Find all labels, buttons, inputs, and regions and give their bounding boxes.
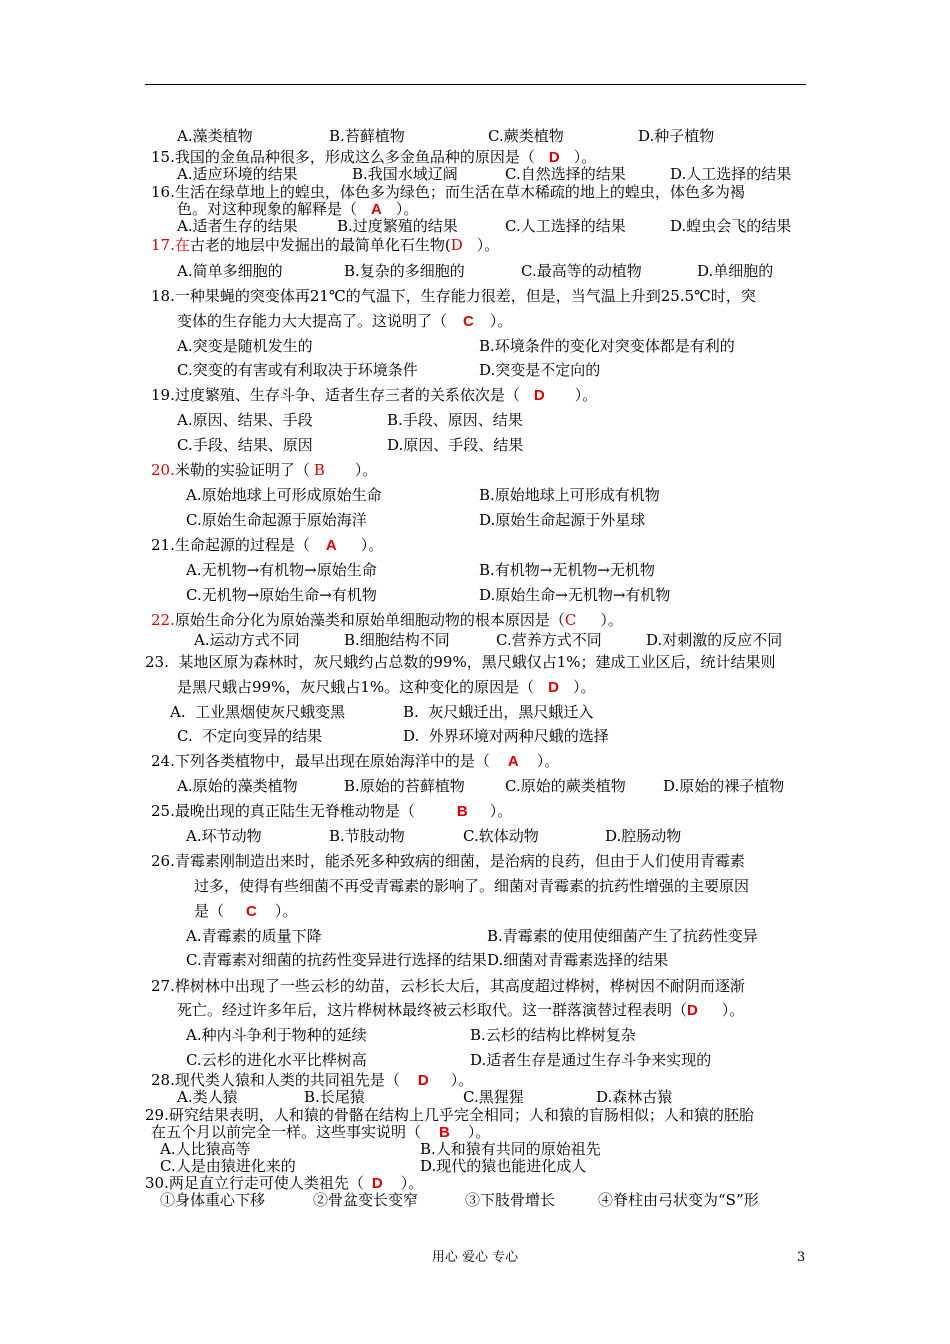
option-d: D. 外界环境对两种尺蛾的选择 bbox=[403, 727, 609, 745]
option-b: B.细胞结构不同 bbox=[344, 631, 450, 649]
option-b: B.原始地球上可形成有机物 bbox=[479, 486, 660, 504]
question-26-cont: 是（ C ）。 bbox=[194, 902, 298, 920]
option-d: D.对刺激的反应不同 bbox=[646, 631, 783, 649]
option-a: A.类人猿 bbox=[177, 1088, 238, 1106]
option-a: A.环节动物 bbox=[186, 827, 262, 845]
option-c: C.青霉素对细菌的抗药性变异进行选择的结果 bbox=[186, 951, 487, 969]
option-b: B.人和猿有共同的原始祖先 bbox=[420, 1140, 601, 1158]
option-c: C.人工选择的结果 bbox=[505, 217, 626, 235]
option-c: C.手段、结果、原因 bbox=[177, 436, 313, 454]
option-d: D.单细胞的 bbox=[697, 262, 774, 280]
answer: D bbox=[533, 387, 545, 404]
option-b: B.节肢动物 bbox=[329, 827, 405, 845]
answer: B bbox=[456, 803, 468, 820]
option-a: A.简单多细胞的 bbox=[177, 262, 283, 280]
page-footer: 用心 爱心 专心 bbox=[431, 1250, 519, 1265]
question-17: 17.在古老的地层中发掘出的最简单化石生物(D ）。 bbox=[151, 236, 500, 254]
question-26-cont: 过多，使得有些细菌不再受青霉素的影响了。细菌对青霉素的抗药性增强的主要原因 bbox=[194, 877, 750, 895]
option-b: B.青霉素的使用使细菌产生了抗药性变异 bbox=[487, 927, 758, 945]
option-c: C.云杉的进化水平比桦树高 bbox=[186, 1051, 367, 1069]
question-29-cont: 在五个月以前完全一样。这些事实说明（ B ）。 bbox=[151, 1123, 491, 1141]
option-a: A.原始的藻类植物 bbox=[177, 777, 298, 795]
option-b: B.云杉的结构比桦树复杂 bbox=[470, 1026, 636, 1044]
option-d: D.适者生存是通过生存斗争来实现的 bbox=[470, 1051, 712, 1069]
question-28: 28.现代类人猿和人类的共同祖先是（ D ）。 bbox=[151, 1071, 474, 1089]
option-a: A.青霉素的质量下降 bbox=[186, 927, 322, 945]
option-b: B.环境条件的变化对突变体都是有利的 bbox=[479, 337, 735, 355]
header-rule bbox=[145, 84, 806, 85]
answer: B bbox=[313, 461, 325, 479]
question-23: 23. 某地区原为森林时，灰尺蛾约占总数的99%，黑尺蛾仅占1%；建成工业区后，统计结果则 bbox=[145, 653, 776, 671]
option-b: B.长尾猿 bbox=[304, 1088, 365, 1106]
option-d: D.原始生命→无机物→有机物 bbox=[479, 586, 671, 604]
answer: D bbox=[548, 679, 559, 696]
answer: A bbox=[325, 537, 337, 554]
answer: D bbox=[548, 149, 560, 166]
option-a: A.适者生存的结果 bbox=[177, 217, 298, 235]
option-c: C.原始生命起源于原始海洋 bbox=[186, 511, 367, 529]
option-d: D.突变是不定向的 bbox=[479, 361, 601, 379]
option-c: C.突变的有害或有利取决于环境条件 bbox=[177, 361, 418, 379]
option-c: C.黑猩猩 bbox=[463, 1088, 524, 1106]
question-24: 24.下列各类植物中，最早出现在原始海洋中的是（ A ）。 bbox=[151, 752, 560, 770]
question-30: 30.两足直立行走可使人类祖先（ D ）。 bbox=[145, 1174, 424, 1192]
option-d: D.人工选择的结果 bbox=[670, 165, 792, 183]
page-number: 3 bbox=[797, 1250, 806, 1265]
question-15: 15.我国的金鱼品种很多，形成这么多金鱼品种的原因是（ D ）。 bbox=[151, 148, 597, 166]
answer: D bbox=[687, 1002, 698, 1019]
option-b: B.我国水域辽阔 bbox=[352, 165, 458, 183]
option-a: A.种内斗争利于物种的延续 bbox=[186, 1026, 367, 1044]
option-d: D.腔肠动物 bbox=[605, 827, 682, 845]
option-d: D.种子植物 bbox=[638, 127, 715, 145]
option-c: C. 不定向变异的结果 bbox=[177, 727, 323, 745]
option-d: D.原因、手段、结果 bbox=[387, 436, 524, 454]
option-a: A.运动方式不同 bbox=[194, 631, 300, 649]
option-c: C.原始的蕨类植物 bbox=[505, 777, 626, 795]
option-d: D.原始的裸子植物 bbox=[663, 777, 785, 795]
option-3: ③下肢骨增长 bbox=[465, 1191, 556, 1209]
question-26: 26.青霉素刚制造出来时，能杀死多种致病的细菌，是治病的良药，但由于人们使用青霉素 bbox=[151, 852, 745, 870]
option-d: D.现代的猿也能进化成人 bbox=[420, 1157, 587, 1175]
question-29: 29.研究结果表明，人和猿的骨骼在结构上几乎完全相同；人和猿的盲肠相似；人和猿的胚胎 bbox=[145, 1106, 754, 1124]
question-16-cont: 色。对这种现象的解释是（ A ）。 bbox=[177, 200, 419, 218]
answer: D bbox=[450, 236, 463, 254]
question-23-cont: 是黑尺蛾占99%，灰尺蛾占1%。这种变化的原因是（ D ）。 bbox=[177, 678, 596, 696]
option-b: B.过度繁殖的结果 bbox=[337, 217, 458, 235]
option-a: A.人比猿高等 bbox=[160, 1140, 251, 1158]
option-b: B.复杂的多细胞的 bbox=[344, 262, 465, 280]
option-c: C.最高等的动植物 bbox=[521, 262, 642, 280]
option-4: ④脊柱由弓状变为“S”形 bbox=[598, 1191, 759, 1209]
question-22: 22.原始生命分化为原始藻类和原始单细胞动物的根本原因是（C ）。 bbox=[151, 611, 623, 629]
option-b: B.有机物→无机物→无机物 bbox=[479, 561, 655, 579]
answer: A bbox=[371, 201, 382, 218]
question-18: 18.一种果蝇的突变体再21℃的气温下，生存能力很差，但是，当气温上升到25.5℃时，突 bbox=[151, 287, 756, 305]
option-b: B.手段、原因、结果 bbox=[387, 411, 523, 429]
question-18-cont: 变体的生存能力大大提高了。这说明了（ C ）。 bbox=[177, 312, 513, 330]
option-a: A.原始地球上可形成原始生命 bbox=[186, 486, 382, 504]
option-c: C.软体动物 bbox=[463, 827, 539, 845]
option-c: C.蕨类植物 bbox=[488, 127, 564, 145]
option-d: D.细菌对青霉素选择的结果 bbox=[487, 951, 669, 969]
option-a: A.无机物→有机物→原始生命 bbox=[186, 561, 377, 579]
option-d: D.蝗虫会飞的结果 bbox=[670, 217, 792, 235]
question-19: 19.过度繁殖、生存斗争、适者生存三者的关系依次是（ D ）。 bbox=[151, 386, 598, 404]
option-c: C.人是由猿进化来的 bbox=[160, 1157, 296, 1175]
option-d: D.森林古猿 bbox=[596, 1088, 673, 1106]
option-b: B.原始的苔藓植物 bbox=[344, 777, 465, 795]
answer: A bbox=[507, 753, 519, 770]
option-a: A. 工业黑烟使灰尺蛾变黑 bbox=[170, 703, 346, 721]
question-20: 20.米勒的实验证明了（ B ）。 bbox=[151, 461, 378, 479]
answer: C bbox=[246, 903, 257, 920]
question-16: 16.生活在绿草地上的蝗虫，体色多为绿色；而生活在草木稀疏的地上的蝗虫，体色多为褐 bbox=[151, 183, 745, 201]
option-a: A.原因、结果、手段 bbox=[177, 411, 313, 429]
option-d: D.原始生命起源于外星球 bbox=[479, 511, 646, 529]
option-b: B. 灰尺蛾迁出，黑尺蛾迁入 bbox=[403, 703, 594, 721]
answer: D bbox=[371, 1175, 383, 1192]
question-21: 21.生命起源的过程是（ A ）。 bbox=[151, 536, 384, 554]
option-a: A.适应环境的结果 bbox=[177, 165, 298, 183]
answer: B bbox=[439, 1124, 450, 1141]
option-a: A.藻类植物 bbox=[177, 127, 253, 145]
question-25: 25.最晚出现的真正陆生无脊椎动物是（ B ）。 bbox=[151, 802, 513, 820]
answer: D bbox=[417, 1072, 429, 1089]
option-a: A.突变是随机发生的 bbox=[177, 337, 313, 355]
answer: C bbox=[564, 611, 577, 629]
option-2: ②骨盆变长变窄 bbox=[313, 1191, 419, 1209]
question-27: 27.桦树林中出现了一些云杉的幼苗，云杉长大后，其高度超过桦树，桦树因不耐阴而逐渐 bbox=[151, 977, 745, 995]
answer: C bbox=[463, 313, 474, 330]
option-c: C.自然选择的结果 bbox=[505, 165, 626, 183]
option-c: C.无机物→原始生命→有机物 bbox=[186, 586, 377, 604]
option-c: C.营养方式不同 bbox=[496, 631, 602, 649]
option-1: ①身体重心下移 bbox=[160, 1191, 266, 1209]
option-b: B.苔藓植物 bbox=[329, 127, 405, 145]
question-27-cont: 死亡。经过许多年后，这片桦树林最终被云杉取代。这一群落演替过程表明（D ）。 bbox=[177, 1001, 745, 1019]
